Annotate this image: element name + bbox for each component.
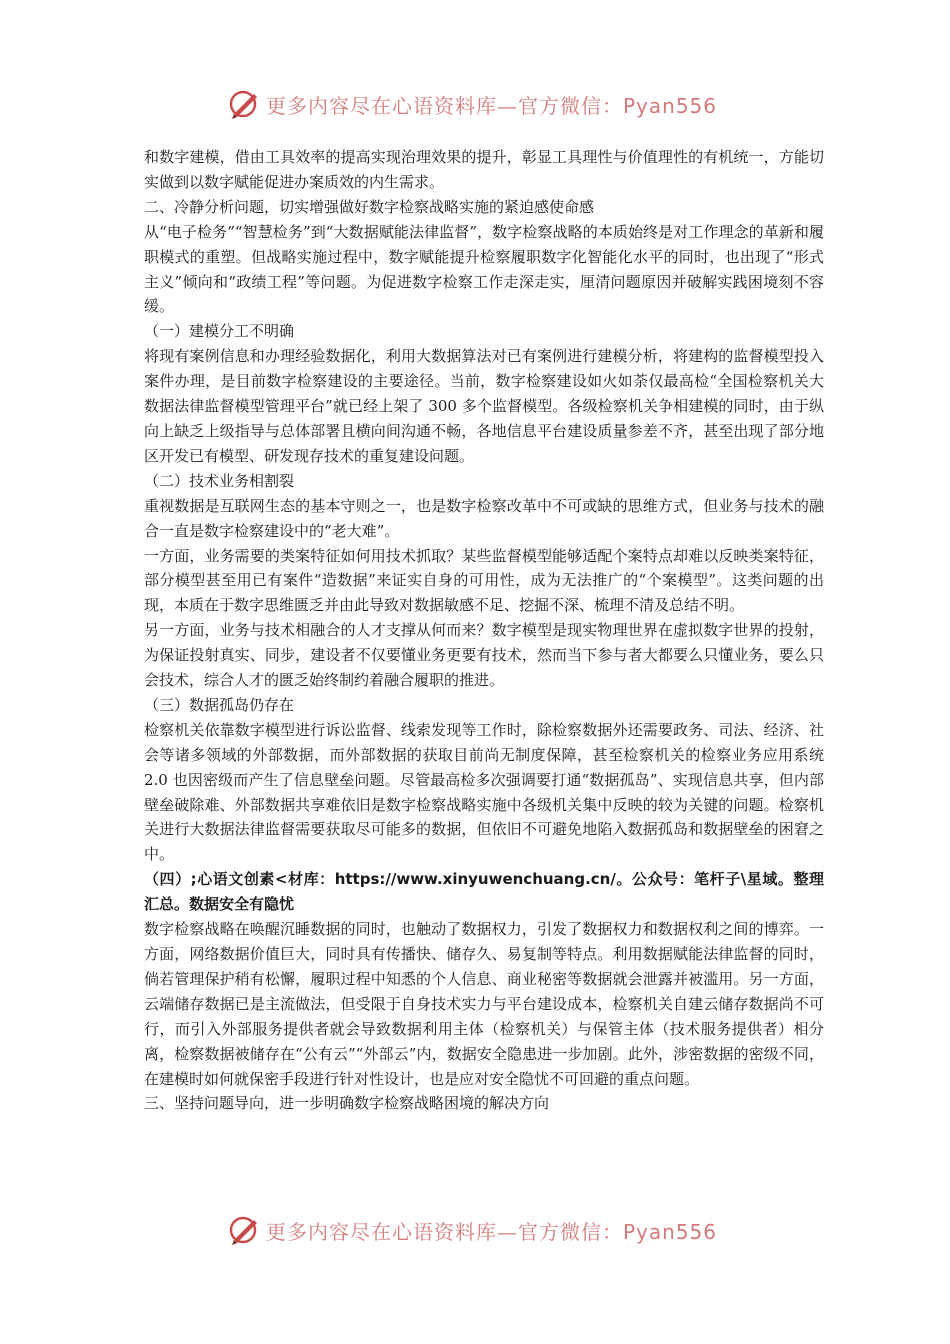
paragraph: （一）建模分工不明确 bbox=[144, 322, 295, 341]
paragraph: 和数字建模，借由工具效率的提高实现治理效果的提升，彰显工具理性与价值理性的有机统一，方能切实做到以数字赋能促进办案质效的内生需求。 bbox=[144, 148, 824, 191]
paragraph: 数字检察战略在唤醒沉睡数据的同时，也触动了数据权力，引发了数据权力和数据权利之间的博弈。一方面，网络数据价值巨大，同时具有传播快、储存久、易复制等特点。利用数据赋能法律监督的同时，倘若管理保护稍有松懈，履职过程中知悉的个人信息、商业秘密等数据就会泄露并被滥用。另一方面，云端储存数据已是主流做法，但受限于自身技术实力与平台建设成本，检察机关自建云储存数据尚不可行，而引入外部服务提供者就会导致数据利用主体（检察机关）与保管主体（技术服务提供者）相分离，检察数据被储存在“公有云”“外部云”内，数据安全隐患进一步加剧。此外，涉密数据的密级不同，在建模时如何就保密手段进行针对性设计，也是应对安全隐忧不可回避的重点问题。 bbox=[144, 920, 824, 1088]
paragraph: 另一方面，业务与技术相融合的人才支撑从何而来？数字模型是现实物理世界在虚拟数字世界的投射，为保证投射真实、同步，建设者不仅要懂业务更要有技术，然而当下参与者大都要么只懂业务，要么只会技术，综合人才的匮乏始终制约着融合履职的推进。 bbox=[144, 621, 824, 690]
paragraph: 检察机关依靠数字模型进行诉讼监督、线索发现等工作时，除检察数据外还需要政务、司法、经济、社会等诸多领域的外部数据，而外部数据的获取目前尚无制度保障，甚至检察机关的检察业务应用系统 2.0 也因密级而产生了信息壁垒问题。尽管最高检多次强调要打通“数据孤岛”、实现信息共享，但内部壁垒破除难、外部数据共享难依旧是数字检察战略实施中各级机关集中反映的较为关键的问题。检察机关进行大数据法律监督需要获取尽可能多的数据，但依旧不可避免地陷入数据孤岛和数据壁垒的困窘之中。 bbox=[144, 720, 824, 864]
paragraph: 从“电子检务”“智慧检务”到“大数据赋能法律监督”，数字检察战略的本质始终是对工作理念的革新和履职模式的重塑。但战略实施过程中，数字赋能提升检察履职数字化智能化水平的同时，也出现了“形式主义”倾向和“政绩工程”等问题。为促进数字检察工作走深走实，厘清问题原因并破解实践困境刻不容缓。 bbox=[144, 222, 824, 316]
paragraph: （四）;心语文创素<材库：https://www.xinyuwenchuang.cn/。公众号：笔杆子\星域。整理汇总。数据安全有隐忧 bbox=[144, 870, 824, 914]
paragraph: 二、冷静分析问题，切实增强做好数字检察战略实施的紧迫感使命感 bbox=[144, 197, 595, 216]
paragraph: 三、坚持问题导向，进一步明确数字检察战略困境的解决方向 bbox=[144, 1094, 550, 1113]
pen-logo-icon bbox=[228, 87, 262, 121]
paragraph: （二）技术业务相割裂 bbox=[144, 471, 295, 490]
header-banner bbox=[228, 84, 748, 124]
document-body bbox=[144, 145, 824, 1116]
paragraph: 一方面，业务需要的类案特征如何用技术抓取？某些监督模型能够适配个案特点却难以反映类案特征，部分模型甚至用已有案件“造数据”来证实自身的可用性，成为无法推广的“个案模型”。这类问题的出现，本质在于数字思维匮乏并由此导致对数据敏感不足、挖掘不深、梳理不清及总结不明。 bbox=[144, 546, 824, 615]
footer-banner bbox=[228, 1210, 748, 1250]
paragraph: 重视数据是互联网生态的基本守则之一，也是数字检察改革中不可或缺的思维方式，但业务与技术的融合一直是数字检察建设中的“老大难”。 bbox=[144, 496, 824, 540]
paragraph: 将现有案例信息和办理经验数据化，利用大数据算法对已有案例进行建模分析，将建构的监督模型投入案件办理，是目前数字检察建设的主要途径。当前，数字检察建设如火如荼仅最高检“全国检察机关大数据法律监督模型管理平台”就已经上架了 300 多个监督模型。各级检察机关争相建模的同时，由于纵向上缺乏上级指导与总体部署且横向间沟通不畅，各地信息平台建设质量参差不齐，甚至出现了部分地区开发已有模型、研发现存技术的重复建设问题。 bbox=[144, 347, 824, 465]
footer-banner-text: 更多内容尽在心语资料库—官方微信：Pyan556 bbox=[266, 1219, 718, 1244]
pen-logo-icon bbox=[228, 1213, 262, 1247]
header-banner-text: 更多内容尽在心语资料库—官方微信：Pyan556 bbox=[266, 93, 718, 118]
paragraph: （三）数据孤岛仍存在 bbox=[144, 695, 295, 714]
